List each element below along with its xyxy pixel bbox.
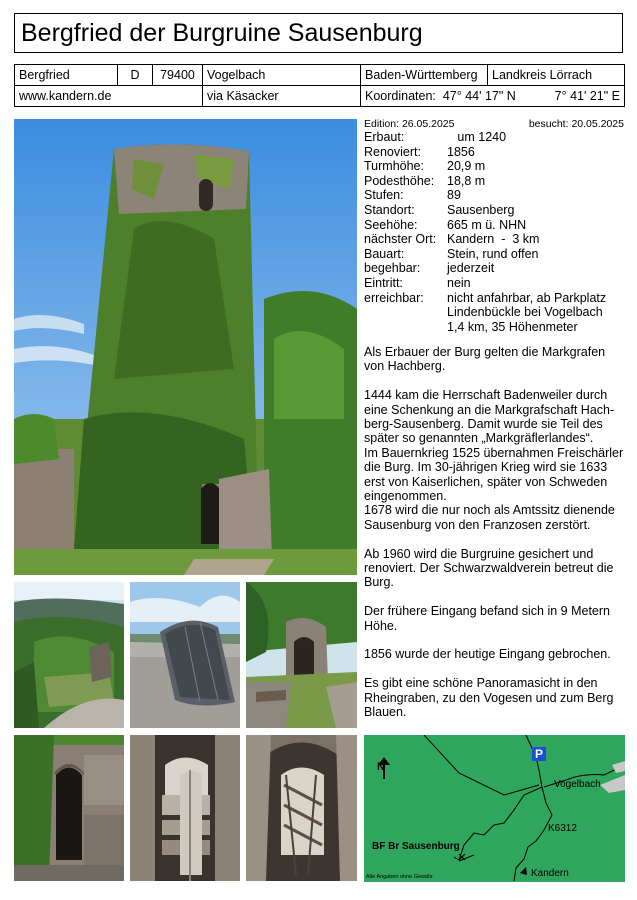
description (364, 345, 626, 734)
postcode: 79400 (153, 65, 203, 86)
fact-row (364, 291, 626, 306)
map-roads (364, 735, 625, 882)
fact-label: erreichbar: (364, 290, 424, 305)
fact-row (364, 159, 626, 174)
info-row-2 (15, 86, 625, 107)
fact-row (364, 174, 626, 189)
description-line: Im Bauernkrieg 1525 übernahmen Freischärler (364, 445, 624, 460)
description-line: die Burg. Im 30-jährigen Krieg wird sie 1633 (364, 460, 608, 475)
fact-label: Stufen: (364, 188, 404, 203)
fact-value: 18,8 m (447, 173, 486, 188)
description-paragraph (364, 604, 626, 633)
fact-label (364, 305, 447, 320)
fact-row (364, 276, 626, 291)
fact-value: 665 m ü. NHN (447, 217, 527, 232)
fact-row (364, 145, 626, 160)
description-paragraph (364, 647, 626, 661)
entrance-photo (14, 735, 124, 881)
fact-value: Stein, rund offen (447, 246, 539, 261)
fact-value: 89 (447, 188, 461, 203)
fact-value: jederzeit (447, 261, 495, 276)
fact-label: Bauart: (364, 246, 405, 261)
map-town-kandern: Kandern (531, 868, 569, 879)
fact-label: begehbar: (364, 261, 421, 276)
ruins-courtyard-photo (246, 582, 357, 728)
description-line: eine Schenkung an die Markgrafschaft Hach- (364, 402, 615, 417)
location-map[interactable] (364, 735, 625, 882)
description-line: Höhe. (364, 618, 398, 633)
fact-value: 1856 (447, 144, 475, 159)
description-line: eingenommen. (364, 489, 447, 504)
fact-value: nicht anfahrbar, ab Parkplatz (447, 290, 607, 305)
description-line: berg-Sausenberg. Damit wurde sie Teil des (364, 417, 603, 432)
info-table (14, 64, 625, 107)
viewing-platform-photo (130, 582, 240, 728)
fact-row (364, 247, 626, 262)
fact-row (364, 130, 626, 145)
description-line: Sausenburg von den Franzosen zerstört. (364, 517, 591, 532)
description-paragraph (364, 388, 626, 532)
fact-value: um 1240 (447, 130, 507, 144)
description-line: Burg. (364, 575, 394, 590)
state-name: Baden-Württemberg (361, 65, 488, 86)
fact-row (364, 305, 626, 320)
description-line: 1444 kam die Herrschaft Badenweiler durch (364, 388, 608, 403)
fact-label: Turmhöhe: (364, 159, 424, 174)
spiral-staircase-photo (130, 735, 240, 881)
longitude: 7° 41' 21" E (554, 89, 620, 103)
fact-value: Kandern - 3 km (447, 232, 540, 247)
map-town-vogelbach: Vogelbach (554, 779, 601, 790)
fact-label: Standort: (364, 202, 415, 217)
description-line: Der frühere Eingang befand sich in 9 Metern (364, 604, 610, 619)
description-line: erst von Kaiserlichen, später von Schweden (364, 474, 608, 489)
description-line: Rheingraben, zu den Vogesen und zum Berg (364, 690, 614, 705)
fact-value: Sausenberg (447, 202, 515, 217)
map-tower-label: BF Br Sausenburg (372, 841, 460, 852)
map-road-label: K6312 (548, 823, 577, 834)
fact-row (364, 188, 626, 203)
fact-label: nächster Ort: (364, 232, 437, 247)
place-name: Vogelbach (203, 65, 361, 86)
country-code: D (118, 65, 153, 86)
north-arrow-label: N (377, 761, 385, 773)
tower-main-photo (14, 119, 357, 575)
fact-label: Renoviert: (364, 144, 421, 159)
description-paragraph (364, 676, 626, 719)
fact-value: Lindenbückle bei Vogelbach (447, 305, 603, 320)
fact-label: Erbaut: (364, 130, 405, 144)
fact-row (364, 232, 626, 247)
edition-date: Edition: 26.05.2025 (364, 118, 455, 130)
facts-list (364, 130, 626, 334)
description-line: Als Erbauer der Burg gelten die Markgrafen (364, 345, 606, 359)
title-box (14, 13, 623, 53)
fact-row (364, 203, 626, 218)
description-line: Ab 1960 wird die Burgruine gesichert und (364, 546, 594, 561)
fact-label: Podesthöhe: (364, 173, 435, 188)
page-title: Bergfried der Burgruine Sausenburg (21, 19, 423, 47)
info-row-1 (15, 65, 625, 86)
fact-label: Eintritt: (364, 275, 403, 290)
edition-visited-line (364, 118, 624, 130)
fact-value: 20,9 m (447, 159, 486, 174)
fact-row (364, 320, 626, 335)
map-disclaimer: Alle Angaben ohne Gewähr (366, 874, 433, 880)
fact-value: nein (447, 275, 471, 290)
description-line: von Hachberg. (364, 359, 446, 374)
access-via: via Käsacker (203, 86, 361, 107)
fact-row (364, 218, 626, 233)
description-line: Es gibt eine schöne Panoramasicht in den (364, 676, 598, 691)
description-paragraph (364, 345, 626, 374)
fact-label: Seehöhe: (364, 217, 418, 232)
district-name: Landkreis Lörrach (488, 65, 625, 86)
description-line: 1678 wird die nur noch als Amtssitz dienende (364, 503, 615, 518)
description-paragraph (364, 547, 626, 590)
website-link[interactable]: www.kandern.de (15, 86, 203, 107)
description-line: Blauen. (364, 705, 407, 720)
fact-value: 1,4 km, 35 Höhenmeter (447, 319, 578, 334)
fact-label (364, 320, 447, 335)
fact-row (364, 261, 626, 276)
latitude: 47° 44' 17" N (442, 89, 516, 103)
visited-date: besucht: 20.05.2025 (528, 118, 624, 130)
tower-type: Bergfried (15, 65, 118, 86)
panorama-photo (14, 582, 124, 728)
parking-icon: P (532, 747, 546, 761)
coordinates-label: Koordinaten: 47° 44' 17" N (365, 89, 516, 103)
upward-stairs-photo (246, 735, 357, 881)
description-line: renoviert. Der Schwarzwaldverein betreut die (364, 561, 614, 576)
description-line: später so genannten „Markgräflerlandes“. (364, 431, 594, 446)
description-line: 1856 wurde der heutige Eingang gebrochen. (364, 647, 611, 662)
coordinates-cell (361, 86, 625, 107)
